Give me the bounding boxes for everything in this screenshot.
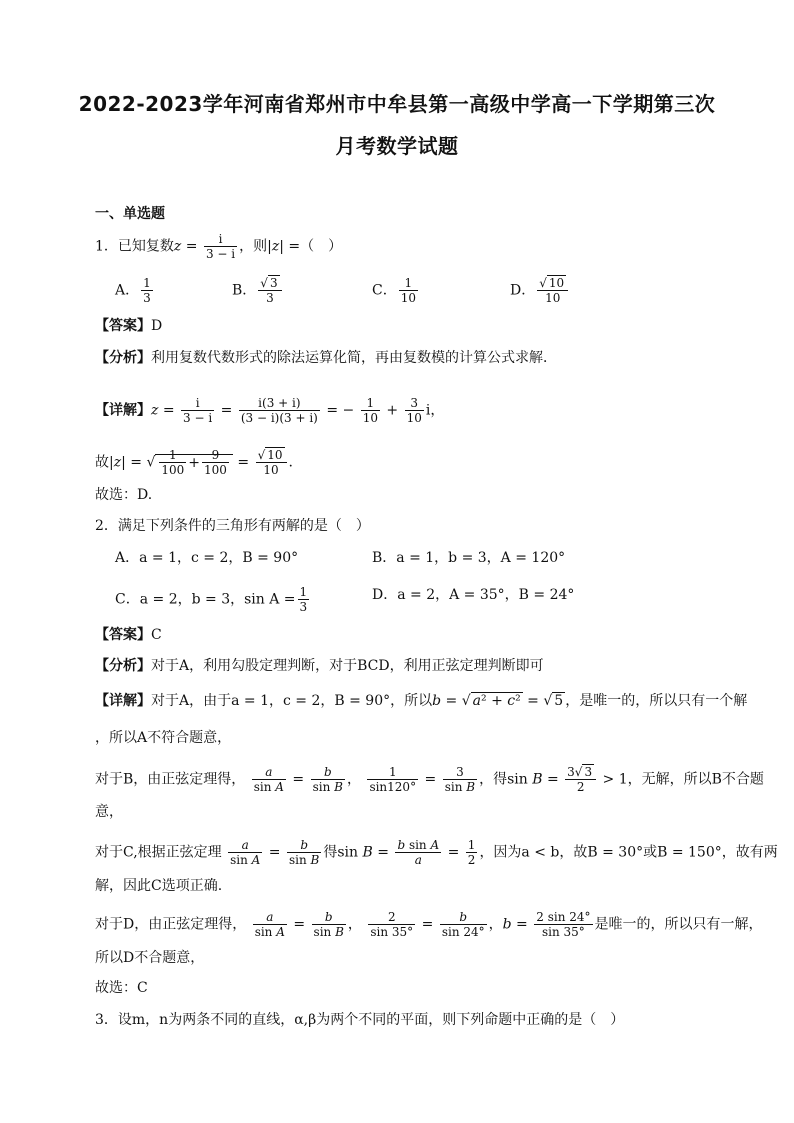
q1-detail-line1: 【详解】z = $\frac{i}{3 - i}$ = $\frac{i(3 + i)}{(3 - i)(3 + i)}$ = − $\frac{1}{10}$ + $\frac{3}{10}$ i， xyxy=(95,396,445,425)
q1-analysis: 【分析】利用复数代数形式的除法运算化简，再由复数模的计算公式求解． xyxy=(95,350,557,366)
q1-z: z xyxy=(173,238,182,255)
q3-stem: 3．设m，n为两条不同的直线，α,β为两个不同的平面，则下列命题中正确的是（ ） xyxy=(95,1012,625,1028)
q1-option-d: D． $\frac{√ 10}{10}$ xyxy=(510,276,570,305)
q1-stem-text-c: （ ） xyxy=(300,238,343,255)
q1-answer: 【答案】D xyxy=(95,318,163,334)
q2-detail-d-line2: 所以D不合题意， xyxy=(95,950,205,966)
q2-detail-b-line2: 意， xyxy=(95,804,123,820)
q2-detail-a-line1: 【详解】对于A，由于a = 1，c = 2，B = 90°，所以b = √ a² + c² = √ 5 ，是唯一的，所以只有一个解 xyxy=(95,693,748,709)
document-title-line2: 月考数学试题 xyxy=(335,134,459,158)
q1-option-b: B． $\frac{√ 3}{3}$ xyxy=(232,276,284,305)
q2-detail-b-line1: 对于B，由正弦定理得， $\frac{a}{\text{sin A}}$ = $\frac{b}{\text{sin B}}$ ， $\frac{1}{\sin 120^\circ}$ = $\frac{3}{\text{sin B}}$ ，得sin B = $\frac{3√ 3}{2}$ > 1，无解，所以B不合题 xyxy=(95,765,764,794)
q1-option-c: C． $\frac{1}{10}$ xyxy=(372,276,416,305)
q2-answer: 【答案】C xyxy=(95,627,162,643)
section-heading: 一、单选题 xyxy=(95,206,165,222)
q1-option-a: A． $\frac{1}{3}$ xyxy=(115,276,151,305)
document-title-line1: 2022-2023学年河南省郑州市中牟县第一高级中学高一下学期第三次 xyxy=(78,92,716,116)
q2-detail-d-line1: 对于D，由正弦定理得， $\frac{a}{\text{sin A}}$ = $\frac{b}{\text{sin B}}$ ， $\frac{2}{\sin 35^\circ}$ = $\frac{b}{\sin 24^\circ}$ ，b = $\frac{2 \sin 24^\circ}{\sin 35^\circ}$ 是唯一的，所以只有一解， xyxy=(95,910,763,939)
q2-option-d: D．a = 2，A = 35°，B = 24° xyxy=(372,587,575,603)
q1-z-fraction: $\frac{i}{3 - i}$ xyxy=(205,232,236,261)
q2-option-b: B．a = 1，b = 3，A = 120° xyxy=(372,550,566,566)
q1-stem-text-a: 1．已知复数 xyxy=(95,238,174,255)
q2-conclusion: 故选：C xyxy=(95,980,148,996)
q1-stem-text-b: ，则 xyxy=(239,238,268,255)
q2-option-c: C．a = 2，b = 3，sin A = $\frac{1}{3}$ xyxy=(115,585,308,614)
q2-stem: 2．满足下列条件的三角形有两解的是（ ） xyxy=(95,518,370,534)
q2-detail-c-line1: 对于C,根据正弦定理 $\frac{a}{\text{sin A}}$ = $\frac{b}{\text{sin B}}$ 得sin B = $\frac{\text{b sin A}}{a}$ = $\frac{1}{2}$ ，因为a < b，故B = 30°或B = 150°，故有两 xyxy=(95,838,778,867)
q1-detail-line2: 故|z| = √ $\frac{1}{100}$ + $\frac{9}{100}$ = $\frac{√ 10}{10}$ . xyxy=(95,448,293,477)
q1-stem: 1．已知复数z = $\frac{i}{3 - i}$ ，则|z| =（ ） xyxy=(95,232,343,261)
q1-conclusion: 故选：D. xyxy=(95,487,153,503)
q2-detail-c-line2: 解，因此C选项正确. xyxy=(95,878,223,894)
q2-analysis: 【分析】对于A，利用勾股定理判断，对于BCD，利用正弦定理判断即可 xyxy=(95,658,544,674)
q2-detail-a-line2: ，所以A不符合题意， xyxy=(95,730,232,746)
q2-option-a: A．a = 1，c = 2，B = 90° xyxy=(115,550,299,566)
